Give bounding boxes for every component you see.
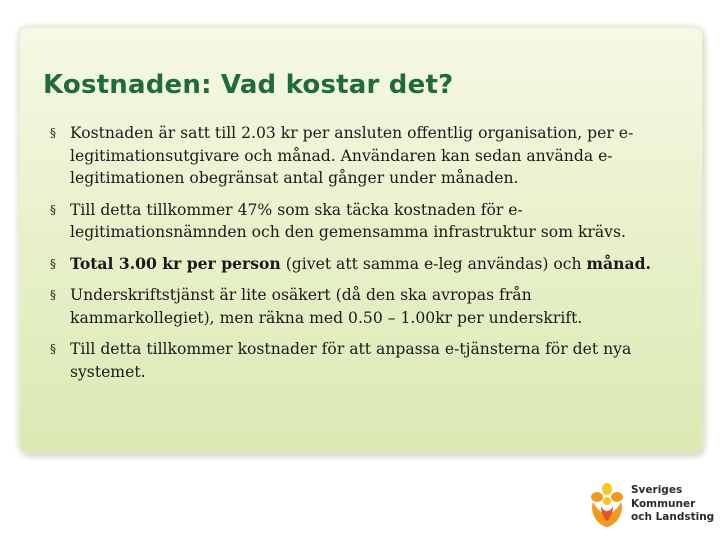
bullet-bold-month: månad. xyxy=(586,253,651,273)
bullet-marker: § xyxy=(50,256,56,271)
bullet-text: Kostnaden är satt till 2.03 kr per ansluten offentlig organisation, per e-legitimationsutgivare och månad. Användaren kan sedan använda e-legitimationen obegränsat antal gånger under månaden. xyxy=(70,124,634,187)
bullet-list xyxy=(50,122,680,392)
bullet-marker: § xyxy=(50,288,56,302)
bullet-marker: § xyxy=(50,126,56,140)
bullet-bold-total: Total 3.00 kr per person xyxy=(70,253,281,273)
bullet-item xyxy=(50,284,680,329)
bullet-item xyxy=(50,338,680,383)
bullet-marker: § xyxy=(50,342,56,356)
skl-logo xyxy=(585,480,715,530)
skl-logo-text xyxy=(631,484,714,525)
bullet-text: (givet att samma e-leg användas) och xyxy=(280,254,587,273)
bullet-item xyxy=(50,253,680,276)
logo-line: Sveriges xyxy=(631,484,683,496)
bullet-text: Till detta tillkommer 47% som ska täcka kostnaden för e-legitimationsnämnden och den gemensamma infrastruktur som krävs. xyxy=(70,200,626,241)
logo-line: och Landsting xyxy=(631,511,715,523)
bullet-text: Underskriftstjänst är lite osäkert (då den ska avropas från kammarkollegiet), men räkna med 0.50 – 1.00kr per underskrift. xyxy=(70,286,583,327)
skl-flower-logo-icon xyxy=(585,480,629,530)
bullet-item xyxy=(50,199,680,244)
bullet-marker: § xyxy=(50,202,56,217)
slide-title: Kostnaden: Vad kostar det? xyxy=(43,70,454,100)
bullet-item xyxy=(50,122,680,190)
logo-line: Kommuner xyxy=(631,497,696,510)
bullet-text: Till detta tillkommer kostnader för att anpassa e-tjänsterna för det nya systemet. xyxy=(70,340,632,381)
